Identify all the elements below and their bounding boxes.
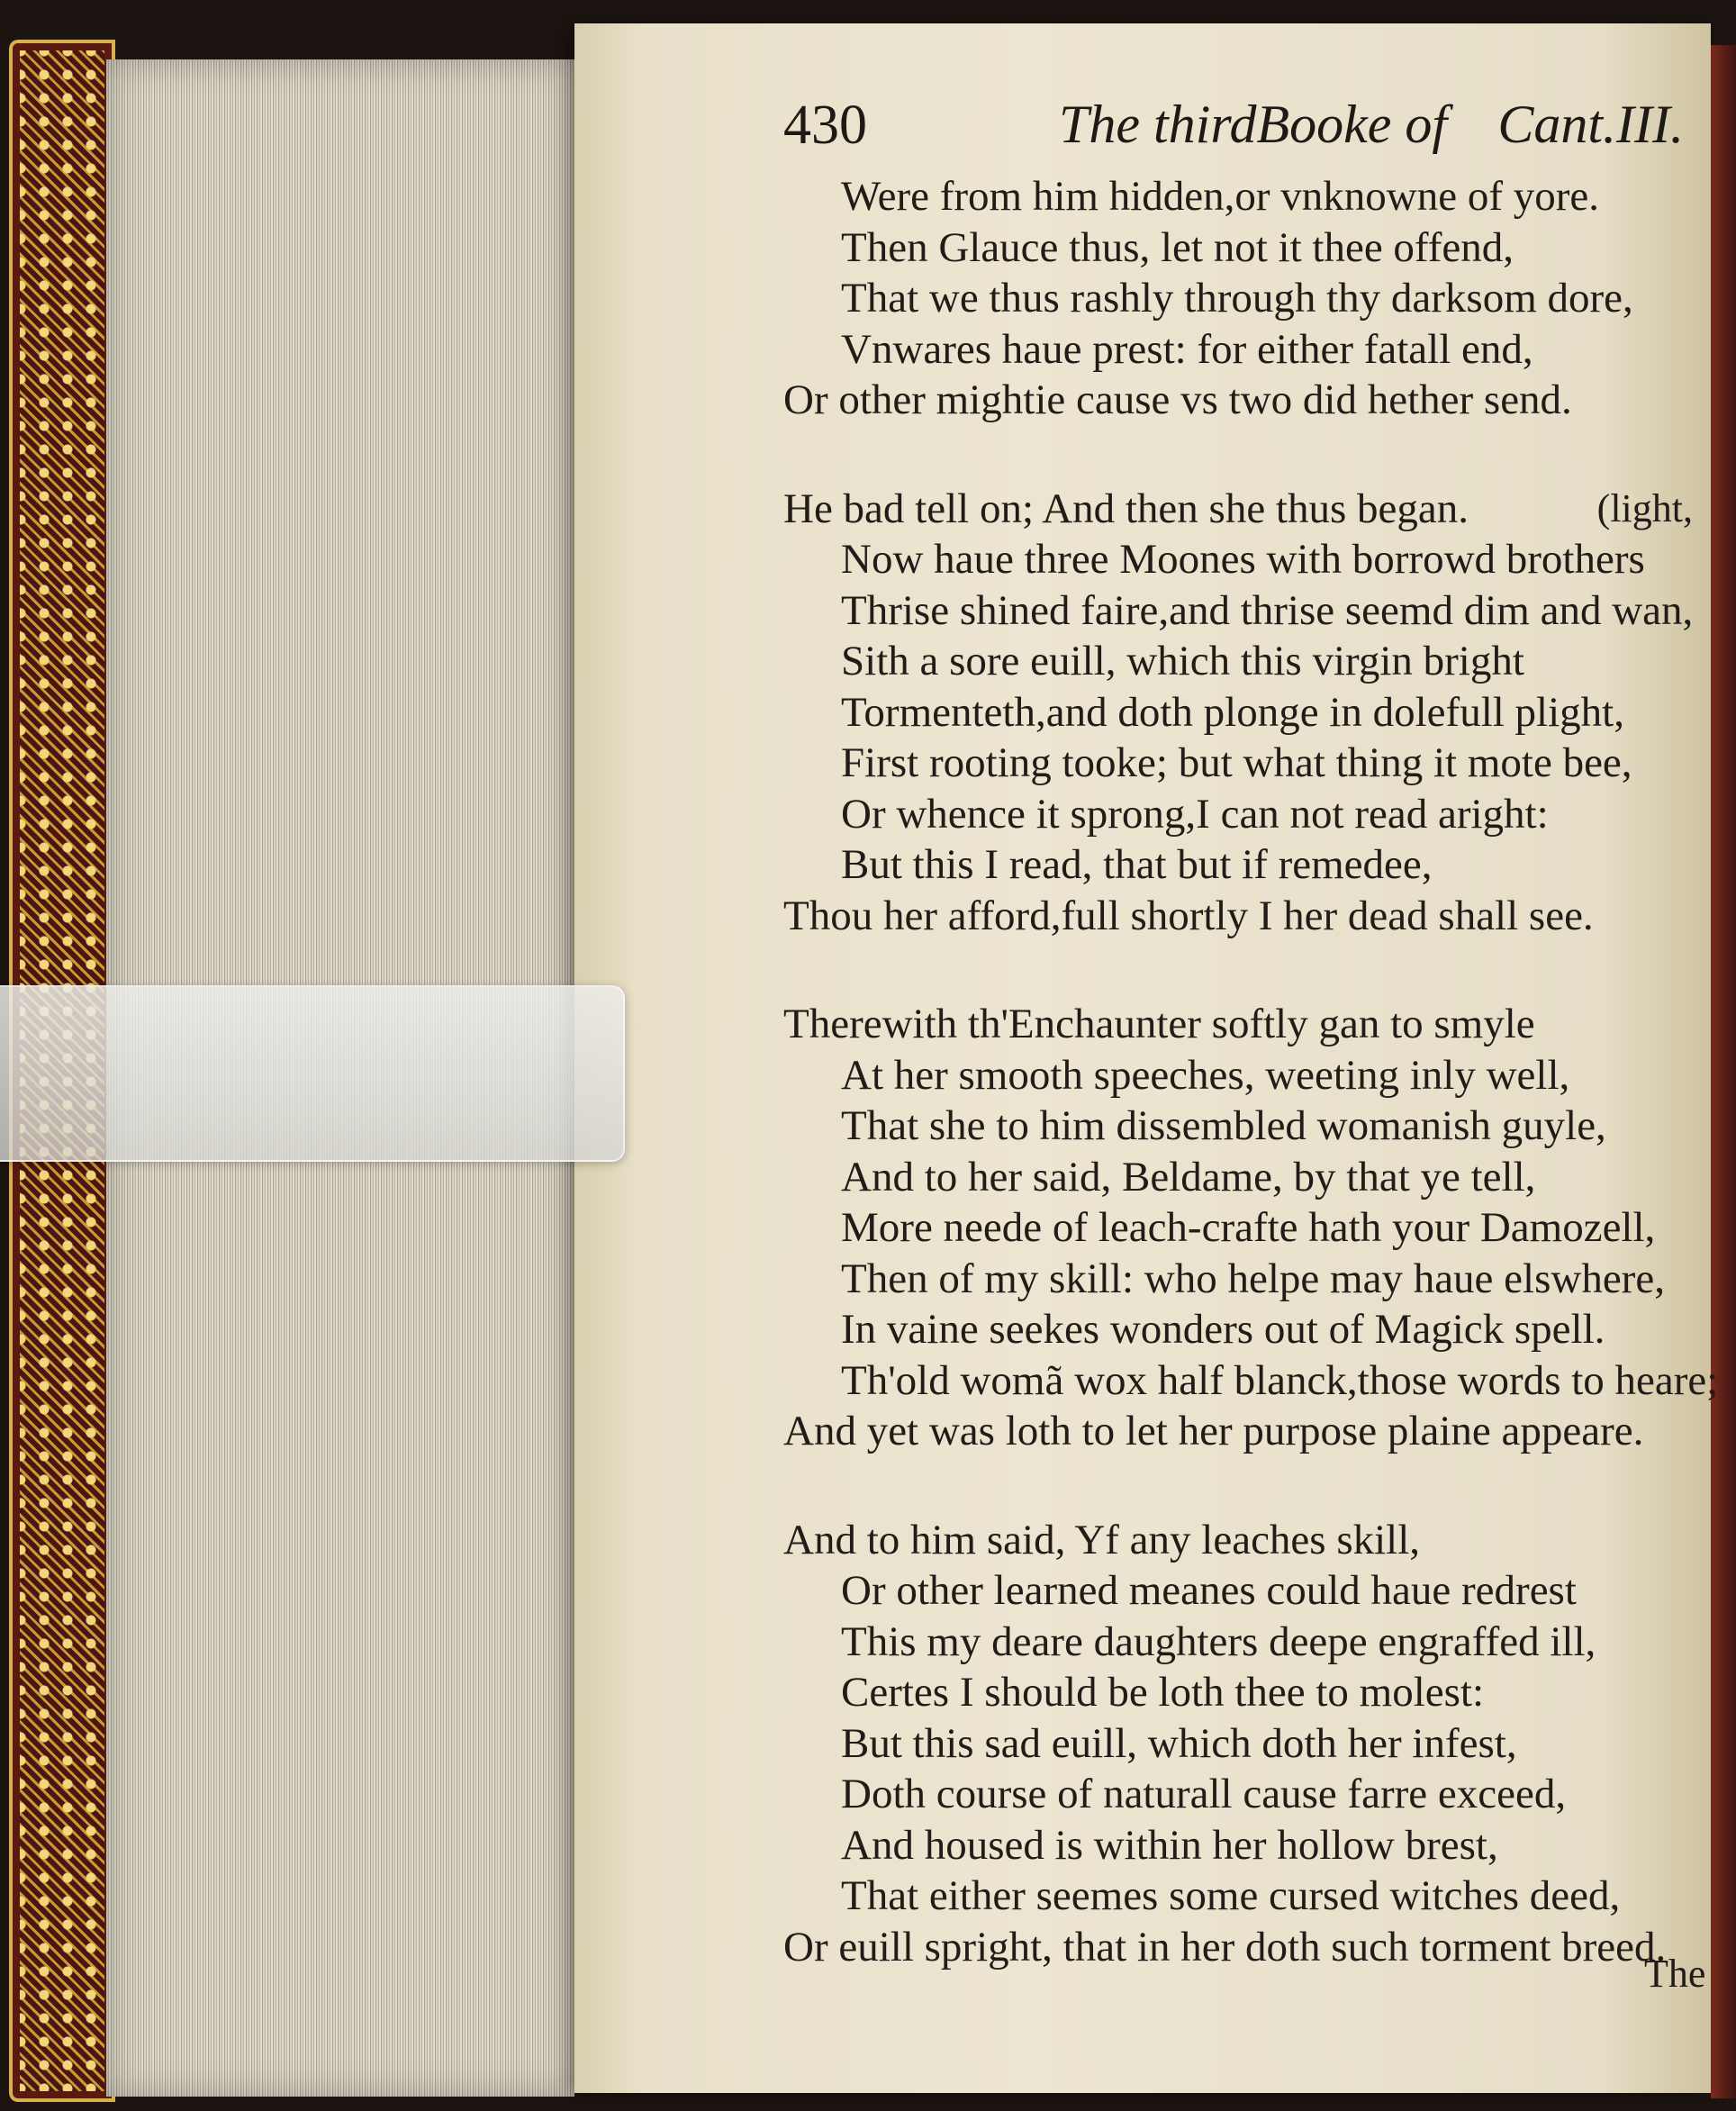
verse-line: Tormenteth,and doth plonge in dolefull plight,	[841, 688, 1624, 736]
verse-line: He bad tell on; And then she thus began. (light,	[783, 484, 1693, 535]
verse-line: Or euill spright, that in her doth such torment breed.	[783, 1923, 1667, 1971]
verse-line: Now haue three Moones with borrowd brothers	[841, 536, 1645, 583]
page-weight-clip	[0, 985, 625, 1162]
stanza	[783, 484, 1693, 942]
verse-line: Thou her afford,full shortly I her dead shall see.	[783, 892, 1594, 939]
stanza-gap	[783, 1457, 1693, 1515]
verse-line: Sith a sore euill, which this virgin bright	[841, 638, 1524, 684]
verse-line: Or other learned meanes could haue redrest	[841, 1567, 1577, 1614]
verse-line: Certes I should be loth thee to molest:	[841, 1669, 1485, 1716]
verse-line: But this sad euill, which doth her infest,	[841, 1719, 1517, 1767]
verse-line: Then Glauce thus, let not it thee offend,	[841, 223, 1514, 271]
facing-page-edge	[1711, 45, 1736, 2098]
verse-line: Therewith th'Enchaunter softly gan to smyle	[783, 1001, 1535, 1047]
stanza-gap	[783, 426, 1693, 484]
verse-line: Vnwares haue prest: for either fatall end,	[841, 325, 1533, 373]
verse-line: Were from him hidden,or vnknowne of yore.	[841, 173, 1599, 220]
verse-line: Or other mightie cause vs two did hether send.	[783, 376, 1572, 423]
verse-line: And to her said, Beldame, by that ye tell,	[841, 1153, 1536, 1200]
verse-line: And yet was loth to let her purpose plaine appeare.	[783, 1408, 1644, 1454]
canto-label: Cant.III.	[1497, 95, 1684, 154]
verse-line: Th'old womã wox half blanck,those words to heare;	[841, 1356, 1719, 1404]
verse-line: This my deare daughters deepe engraffed ill,	[841, 1617, 1596, 1665]
verse-line: First rooting tooke; but what thing it mote bee,	[841, 739, 1632, 786]
running-title: The thirdBooke of	[1059, 95, 1448, 154]
verse-line: That we thus rashly through thy darksom dore,	[841, 275, 1633, 322]
verse-line: And housed is within her hollow brest,	[841, 1821, 1498, 1869]
stanza	[783, 171, 1693, 426]
verse-line: That either seemes some cursed witches deed,	[841, 1872, 1621, 1919]
poem-text	[783, 171, 1719, 1972]
verse-line: At her smooth speeches, weeting inly well,	[841, 1051, 1570, 1099]
verse-line: Or whence it sprong,I can not read aright:	[841, 790, 1549, 838]
page-number: 430	[783, 95, 867, 156]
verse-line: Thrise shined faire,and thrise seemd dim and wan,	[841, 586, 1694, 634]
catchword: The	[1644, 1952, 1706, 1996]
page-header	[783, 94, 1684, 169]
verse-line: And to him said, Yf any leaches skill,	[783, 1516, 1421, 1563]
verse-line: That she to him dissembled womanish guyle,	[841, 1102, 1606, 1149]
verse-line: Then of my skill: who helpe may haue elswhere,	[841, 1255, 1665, 1302]
verse-line: But this I read, that but if remedee,	[841, 841, 1433, 888]
verse-line: More neede of leach-crafte hath your Damozell,	[841, 1204, 1656, 1251]
margin-note: (light,	[1596, 485, 1693, 530]
stanza	[783, 999, 1719, 1457]
verse-line: In vaine seekes wonders out of Magick spell.	[841, 1306, 1605, 1353]
stanza	[783, 1515, 1693, 1973]
stanza-gap	[783, 941, 1693, 999]
verse-line: Doth course of naturall cause farre exceed,	[841, 1771, 1567, 1817]
